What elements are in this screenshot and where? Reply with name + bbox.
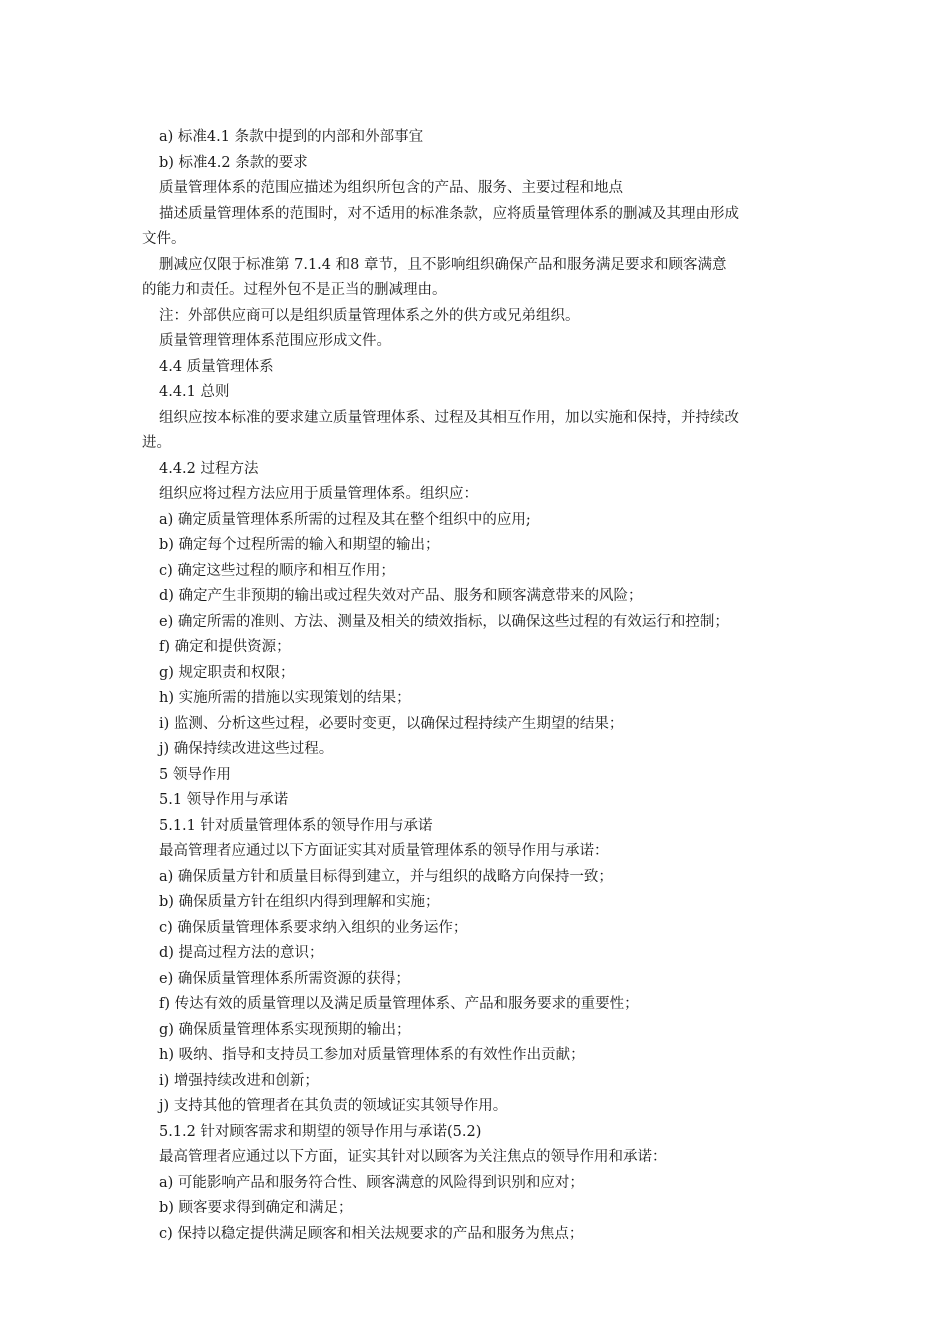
document-line: f) 传达有效的质量管理以及满足质量管理体系、产品和服务要求的重要性； [159,996,639,1012]
document-line: i) 增强持续改进和创新； [159,1072,319,1089]
document-line: a) 可能影响产品和服务符合性、顾客满意的风险得到识别和应对； [159,1174,584,1191]
document-line: d) 提高过程方法的意识； [159,945,324,961]
document-line: 进。 [142,435,171,451]
document-line: e) 确保质量管理体系所需资源的获得； [159,970,410,987]
document-line: a) 标准4.1 条款中提到的内部和外部事宜 [159,129,424,145]
document-line: c) 确定这些过程的顺序和相互作用； [159,562,395,579]
document-line: f) 确定和提供资源； [159,639,291,655]
document-line: e) 确定所需的准则、方法、测量及相关的绩效指标，以确保这些过程的有效运行和控制； [159,613,729,630]
document-line: g) 规定职责和权限； [159,664,295,681]
document-line: d) 确定产生非预期的输出或过程失效对产品、服务和顾客满意带来的风险； [159,588,643,604]
document-line: a) 确保质量方针和质量目标得到建立，并与组织的战略方向保持一致； [159,868,613,885]
document-body [142,125,812,1247]
document-line: b) 顾客要求得到确定和满足； [159,1200,353,1216]
document-line: 5 领导作用 [159,766,231,783]
document-line: 描述质量管理体系的范围时，对不适用的标准条款，应将质量管理体系的删减及其理由形成 [159,205,739,222]
document-line: 最高管理者应通过以下方面，证实其针对以顾客为关注焦点的领导作用和承诺： [159,1149,667,1165]
document-line: 的能力和责任。过程外包不是正当的删减理由。 [142,282,447,298]
document-line: 5.1.2 针对顾客需求和期望的领导作用与承诺(5.2) [159,1123,482,1140]
document-line: 注：外部供应商可以是组织质量管理体系之外的供方或兄弟组织。 [159,307,580,324]
document-line: 组织应按本标准的要求建立质量管理体系、过程及其相互作用，加以实施和保持，并持续改 [159,409,739,426]
document-line: 4.4.1 总则 [159,384,230,400]
document-line: h) 实施所需的措施以实现策划的结果； [159,690,411,706]
document-line: 质量管理管理体系范围应形成文件。 [159,333,391,349]
document-line: 文件。 [142,231,186,247]
document-line: j) 支持其他的管理者在其负责的领域证实其领导作用。 [159,1098,508,1114]
document-line: j) 确保持续改进这些过程。 [159,741,334,757]
document-line: g) 确保质量管理体系实现预期的输出； [159,1021,411,1038]
document-line: 最高管理者应通过以下方面证实其对质量管理体系的领导作用与承诺： [159,843,609,859]
document-line: c) 确保质量管理体系要求纳入组织的业务运作； [159,919,468,936]
document-line: 4.4 质量管理体系 [159,358,274,375]
document-line: a) 确定质量管理体系所需的过程及其在整个组织中的应用; [159,511,531,528]
document-line: b) 标准4.2 条款的要求 [159,154,308,171]
document-line: b) 确定每个过程所需的输入和期望的输出； [159,537,440,553]
document-line: 5.1 领导作用与承诺 [159,792,289,808]
document-line: h) 吸纳、指导和支持员工参加对质量管理体系的有效性作出贡献； [159,1047,585,1063]
document-line: 4.4.2 过程方法 [159,460,259,477]
document-line: 删减应仅限于标准第 7.1.4 和8 章节，且不影响组织确保产品和服务满足要求和顾客满意 [159,256,727,273]
document-line: 5.1.1 针对质量管理体系的领导作用与承诺 [159,817,433,834]
document-line: b) 确保质量方针在组织内得到理解和实施； [159,894,440,910]
document-line: i) 监测、分析这些过程，必要时变更，以确保过程持续产生期望的结果； [159,715,624,732]
document-line: 质量管理体系的范围应描述为组织所包含的产品、服务、主要过程和地点 [159,180,623,196]
document-line: 组织应将过程方法应用于质量管理体系。组织应： [159,486,478,502]
document-line: c) 保持以稳定提供满足顾客和相关法规要求的产品和服务为焦点； [159,1225,584,1242]
